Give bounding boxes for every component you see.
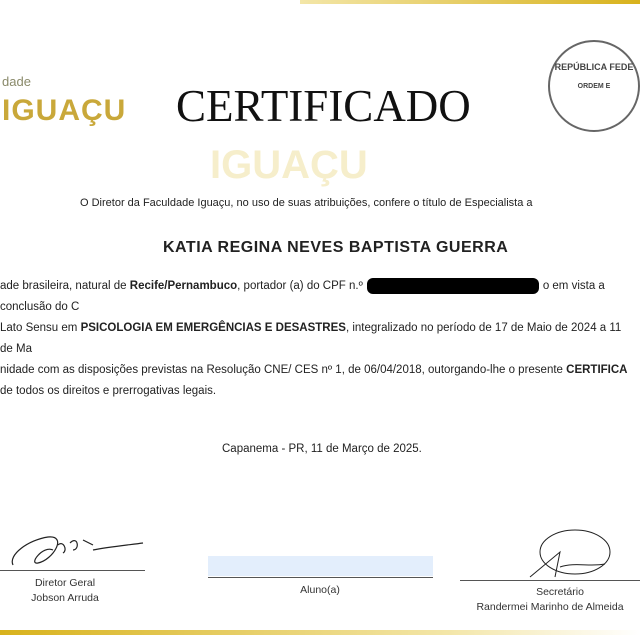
- text: o em vista a conclusão do C: [0, 280, 605, 313]
- certificate-body: [0, 194, 636, 458]
- redacted-cpf: [367, 278, 539, 294]
- intro-text: O Diretor da Faculdade Iguaçu, no uso de suas atribuições, confere o título de Especialista a: [80, 197, 533, 209]
- logo: IGUAÇU: [2, 94, 127, 127]
- place-date: Capanema - PR, 11 de Março de 2025.: [222, 443, 422, 455]
- text: , integralizado no período de 17 de Maio de 2024 a 11 de Ma: [0, 322, 622, 355]
- secretary-name: Randermei Marinho de Almeida: [476, 601, 624, 613]
- birthplace: Recife/Pernambuco: [129, 280, 238, 292]
- student-role: Aluno(a): [300, 584, 340, 596]
- recipient-name: KATIA REGINA NEVES BAPTISTA GUERRA: [163, 239, 509, 256]
- page-title: CERTIFICADO: [176, 81, 471, 131]
- top-border: [300, 0, 640, 4]
- text: CERTIFICA: [566, 364, 628, 376]
- director-signature: [8, 525, 148, 570]
- body-line-4: de todos os direitos e prerrogativas legais.: [0, 385, 217, 397]
- bottom-border: [0, 630, 640, 635]
- student-signature-field: [208, 556, 433, 576]
- signature-line: [0, 570, 145, 571]
- secretary-role: Secretário: [536, 586, 584, 598]
- signature-line: [208, 577, 433, 578]
- text: , portador (a) do CPF n.º: [237, 280, 363, 292]
- text: Lato Sensu em: [0, 322, 81, 334]
- logo-prefix: dade: [2, 74, 31, 89]
- secretary-signature: [520, 522, 620, 580]
- text: nidade com as disposições previstas na Resolução CNE/ CES nº 1, de 06/04/2018, outorgando-lhe o presente: [0, 364, 567, 376]
- director-name: Jobson Arruda: [31, 592, 99, 604]
- watermark: IGUAÇU: [210, 143, 368, 187]
- seal-motto: ORDEM E: [577, 83, 611, 90]
- body-line-3: [0, 360, 636, 381]
- body-line-2: [0, 318, 636, 360]
- director-role: Diretor Geral: [34, 577, 96, 589]
- text: ade brasileira, natural de: [0, 280, 130, 292]
- body-line-1: [0, 276, 636, 318]
- course-name: PSICOLOGIA EM EMERGÊNCIAS E DESASTRES: [80, 322, 346, 334]
- seal-text: REPÚBLICA FEDE: [554, 62, 634, 72]
- signature-line: [460, 580, 640, 581]
